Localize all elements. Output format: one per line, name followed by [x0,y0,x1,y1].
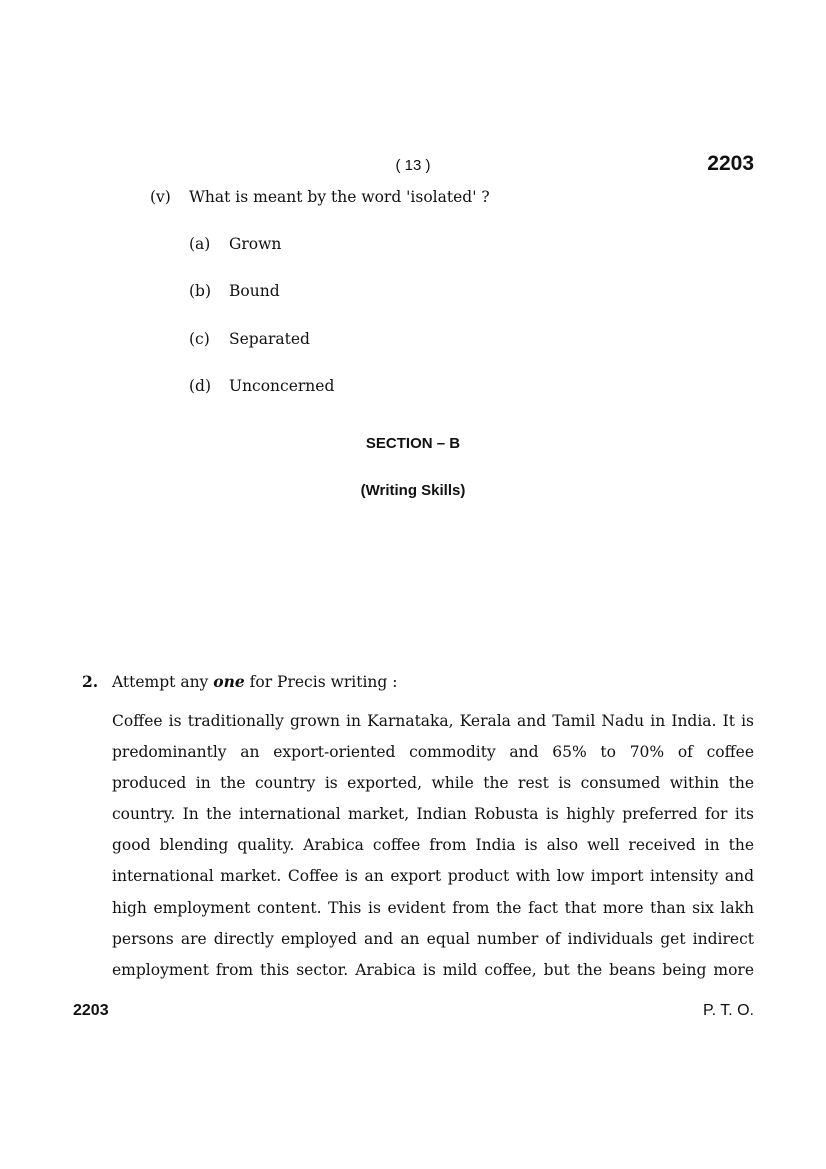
passage-line: predominantly an export-oriented commodity and 65% to 70% of coffee [112,743,754,762]
page-number: ( 13 ) [395,157,431,174]
option-letter: (c) [189,329,210,348]
passage-line: employment from this sector. Arabica is mild coffee, but the beans being more [112,960,754,979]
option-text: Separated [229,329,310,348]
question-2-number: 2. [82,672,99,691]
question-2-emphasis: one [213,672,245,691]
question-2-text-before: Attempt any [112,673,214,691]
passage-line: high employment content. This is evident from the fact that more than six lakh [112,898,754,917]
question-v-number: (v) [150,188,171,206]
option-text: Unconcerned [229,376,335,395]
option-c [189,330,334,377]
paper-code-footer: 2203 [73,1002,109,1019]
option-text: Grown [229,235,282,253]
option-a [189,235,334,282]
question-2 [82,672,397,691]
passage-line: produced in the country is exported, while the rest is consumed within the [112,774,754,793]
precis-passage [112,711,754,991]
option-letter: (b) [189,282,212,301]
section-title: SECTION – B [365,435,461,452]
option-letter: (d) [189,376,212,395]
option-d [189,377,334,424]
passage-line: persons are directly employed and an equal number of individuals get indirect [112,929,754,948]
option-text: Bound [229,282,280,301]
passage-line: Coffee is traditionally grown in Karnataka, Kerala and Tamil Nadu in India. It is [112,712,754,730]
question-2-text-after: for Precis writing : [244,673,398,691]
pto-label: P. T. O. [703,1002,754,1019]
question-v [150,188,490,206]
section-subtitle: (Writing Skills) [360,482,466,499]
option-b [189,282,334,329]
passage-line: international market. Coffee is an export product with low import intensity and [112,867,754,886]
answer-options [189,235,334,424]
paper-code-header: 2203 [707,152,754,175]
passage-line: country. In the international market, Indian Robusta is highly preferred for its [112,805,754,824]
passage-line: good blending quality. Arabica coffee from India is also well received in the [112,836,754,855]
option-letter: (a) [189,235,211,253]
question-v-text: What is meant by the word 'isolated' ? [189,188,490,206]
